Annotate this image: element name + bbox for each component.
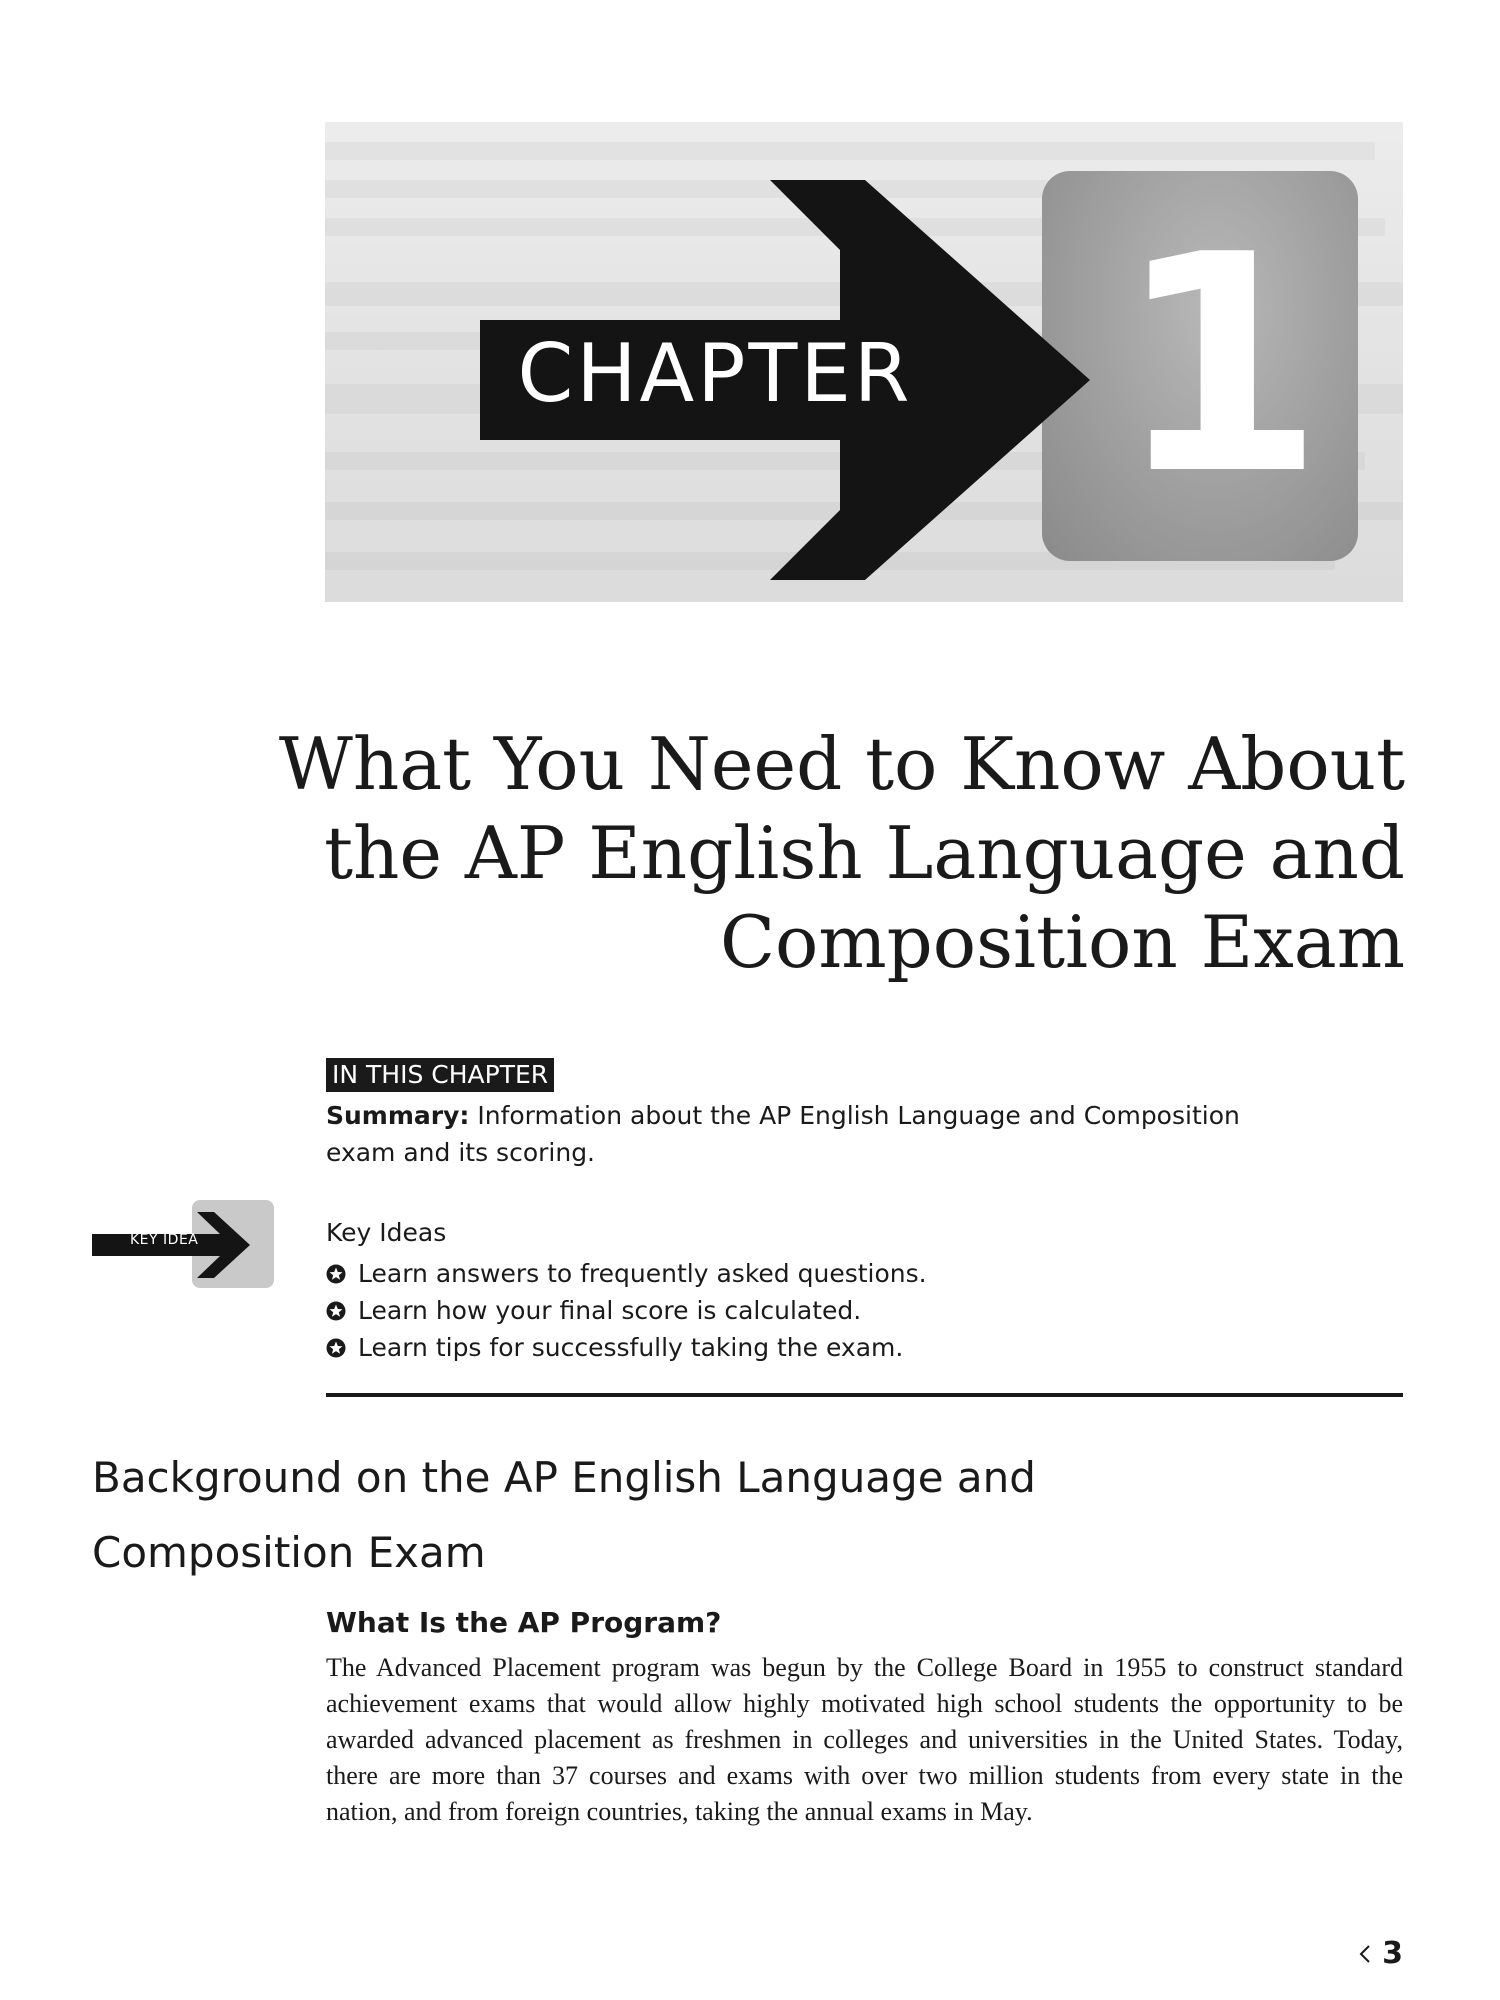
chapter-title-line: Composition Exam — [719, 900, 1405, 984]
key-ideas-heading: Key Ideas — [326, 1218, 447, 1247]
key-ideas-list — [326, 1255, 927, 1366]
page-footer — [1358, 1936, 1403, 1971]
body-paragraph: The Advanced Placement program was begun by the College Board in 1955 to construct standard achievement exams that would allow highly motivated high school students the opportunity to be awarded advanced placement as freshmen in colleges and universities in the United States. Today, there are more than 37 courses and exams with over two million students from every state in the nation, and from foreign countries, taking the annual exams in May. — [326, 1653, 1403, 1826]
in-this-chapter-label: IN THIS CHAPTER — [326, 1058, 554, 1092]
page-number: 3 — [1382, 1936, 1403, 1971]
key-idea-item — [326, 1329, 927, 1366]
star-bullet-icon — [326, 1264, 346, 1284]
key-idea-text: Learn answers to frequently asked questions. — [358, 1259, 927, 1288]
subsection-heading: What Is the AP Program? — [326, 1606, 722, 1639]
star-bullet-icon — [326, 1301, 346, 1321]
key-idea-text: Learn tips for successfully taking the exam. — [358, 1333, 904, 1362]
chapter-number: 1 — [1115, 191, 1325, 540]
chapter-title-line: What You Need to Know About — [278, 722, 1405, 806]
banner-texture-line — [325, 142, 1375, 160]
section-heading-line: Background on the AP English Language and — [92, 1453, 1036, 1502]
chapter-summary — [326, 1097, 1306, 1171]
key-idea-item — [326, 1292, 927, 1329]
star-bullet-icon — [326, 1338, 346, 1358]
summary-label: Summary: — [326, 1101, 470, 1130]
chevron-left-icon — [1358, 1944, 1372, 1964]
chapter-label: CHAPTER — [517, 326, 913, 420]
section-heading-line: Composition Exam — [92, 1528, 486, 1577]
key-idea-label: KEY IDEA — [130, 1232, 199, 1248]
key-idea-text: Learn how your final score is calculated. — [358, 1296, 862, 1325]
chapter-title-line: the AP English Language and — [324, 811, 1405, 895]
key-idea-item — [326, 1255, 927, 1292]
chapter-title — [255, 720, 1405, 987]
summary-text: Information about the AP English Language and Composition exam and its scoring. — [326, 1101, 1240, 1167]
section-heading — [92, 1440, 1192, 1590]
section-divider — [326, 1393, 1403, 1397]
